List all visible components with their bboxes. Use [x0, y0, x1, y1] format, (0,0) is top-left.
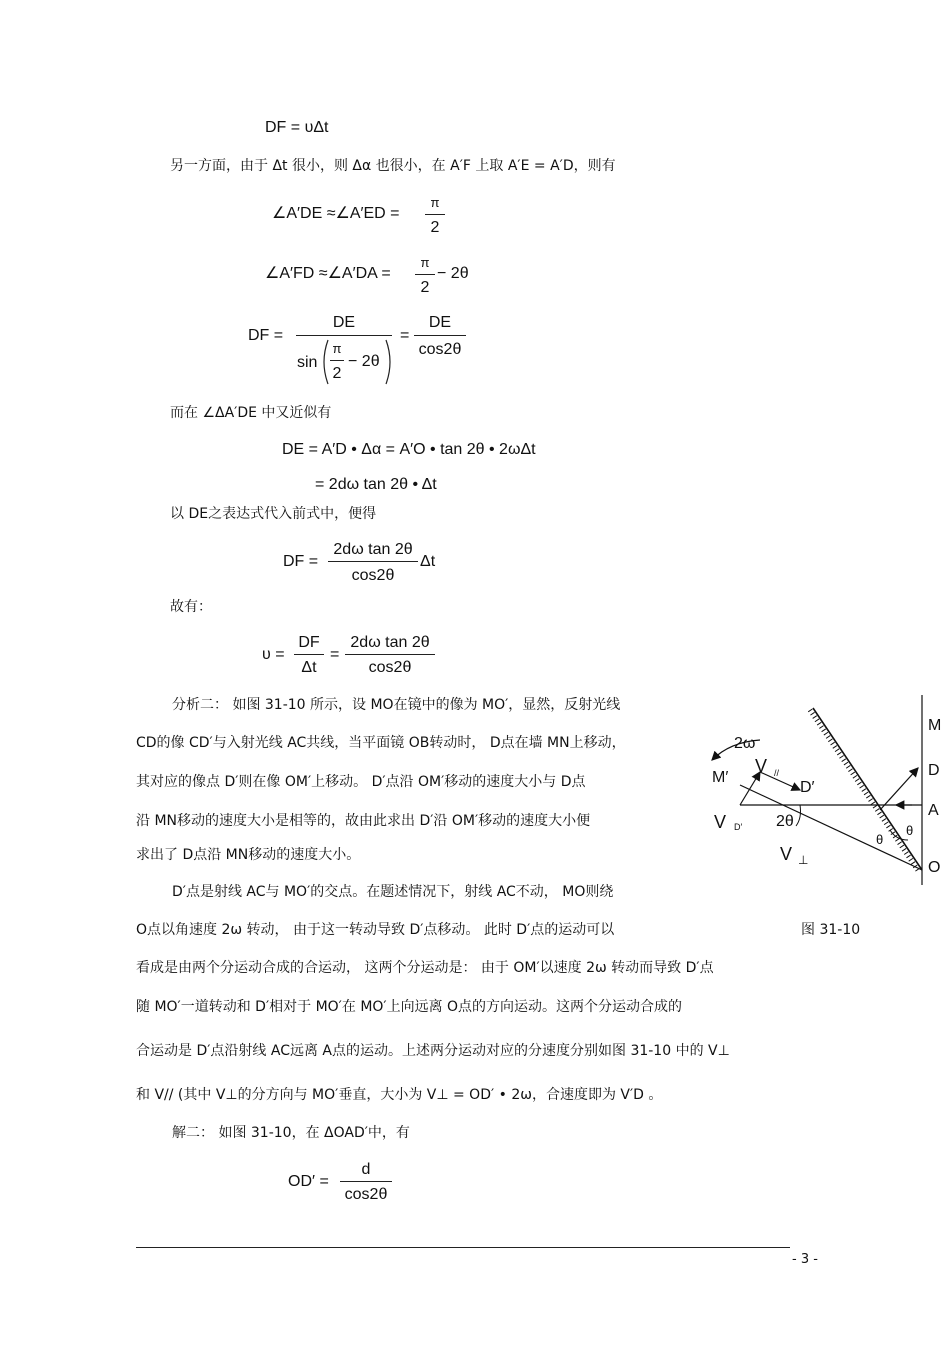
paragraph-line: 看成是由两个分运动合成的合运动， 这两个分运动是： 由于 OM′以速度 2ω 转动而导致 D′点 [136, 960, 714, 976]
label-theta-2: θ [906, 823, 914, 838]
eq-term: − 2θ [348, 353, 380, 370]
paragraph-line: 其对应的像点 D′则在像 OM′上移动。 D′点沿 OM′移动的速度大小与 D点 [136, 774, 586, 790]
label-2theta: 2θ [776, 813, 794, 830]
eq-angle-2: ∠A′FD ≈∠A′DA = [265, 265, 391, 282]
paragraph-line: O点以角速度 2ω 转动， 由于这一转动导致 D′点移动。 此时 D′点的运动可以 [136, 922, 615, 938]
mirror-line [813, 708, 922, 870]
text-line: 另一方面，由于 Δt 很小，则 Δα 也很小，在 A′F 上取 A′E = A′D，则有 [170, 158, 616, 174]
frac-num: π [430, 195, 440, 210]
paragraph-line: CD的像 CD′与入射光线 AC共线，当平面镜 OB转动时， D点在墙 MN上移动， [136, 735, 626, 751]
two-theta-arc [796, 805, 801, 826]
frac-bar [296, 335, 392, 336]
label-V-perp: V [780, 844, 793, 864]
footer-rule [136, 1247, 790, 1248]
reflected-ray [880, 768, 918, 810]
text-line: 故有： [170, 599, 212, 615]
sin-label: sin [297, 354, 318, 371]
eq-v: υ = [262, 646, 285, 663]
eq-term: − 2θ [437, 265, 469, 282]
frac-num: 2dω tan 2θ [333, 541, 413, 558]
frac-den: 2 [420, 279, 430, 296]
label-V-parallel-sub: // [774, 768, 780, 778]
label-2omega: 2ω [734, 735, 756, 752]
frac-bar [414, 335, 466, 336]
frac-den: 2 [430, 219, 440, 236]
eq-df-vdt: DF = υΔt [265, 119, 329, 136]
frac-bar [340, 1181, 392, 1182]
paragraph-line: 和 V// (其中 V⊥的分方向与 MO′垂直，大小为 V⊥ = OD′ • 2ω，合速度即为 V′D 。 [136, 1087, 663, 1103]
paragraph-line: 分析二： 如图 31-10 所示，设 MO在镜中的像为 MO′，显然，反射光线 [172, 697, 621, 713]
frac-bar [345, 654, 435, 655]
text-line: 而在 ∠ΔA′DE 中又近似有 [170, 405, 332, 421]
eq-de-2: = 2dω tan 2θ • Δt [315, 476, 437, 493]
frac-den: cos2θ [344, 1186, 388, 1203]
frac-num: d [361, 1161, 371, 1178]
frac-num: DF [298, 634, 320, 651]
label-theta-1: θ [876, 832, 884, 847]
frac-num: DE [428, 314, 452, 331]
eq-term: Δt [420, 553, 436, 570]
frac-den: cos2θ [351, 567, 395, 584]
frac-den: cos2θ [368, 659, 412, 676]
eq-sign: = [400, 327, 410, 344]
paragraph-line: D′点是射线 AC与 MO′的交点。在题述情况下，射线 AC不动， MO则绕 [172, 884, 614, 900]
label-V-parallel: V [755, 756, 768, 776]
label-V-D: V [714, 812, 727, 832]
paragraph-line: 求出了 D点沿 MN移动的速度大小。 [136, 847, 361, 863]
v-perp-vector [740, 772, 760, 805]
frac-num: DE [332, 314, 356, 331]
frac-den: cos2θ [418, 341, 462, 358]
eq-df: DF = [248, 327, 284, 344]
frac-bar [328, 561, 418, 562]
label-M: M [928, 717, 942, 734]
eq-od: OD′ = [288, 1173, 329, 1190]
frac-den: 2 [332, 365, 342, 382]
paragraph-line: 随 MO′一道转动和 D′相对于 MO′在 MO′上向远离 O点的方向运动。这两个分运动合成的 [136, 999, 683, 1015]
paragraph-line: 沿 MN移动的速度大小是相等的，故由此求出 D′沿 OM′移动的速度大小便 [136, 813, 591, 829]
paragraph-line: 解二： 如图 31-10，在 ΔOAD′中，有 [172, 1125, 410, 1141]
label-M-prime: M′ [712, 769, 729, 786]
label-V-perp-sub: ⊥ [798, 853, 809, 867]
frac-bar [425, 214, 445, 215]
image-line-om [740, 785, 922, 870]
eq-angle-1: ∠A′DE ≈∠A′ED = [272, 205, 400, 222]
page-number: - 3 - [792, 1252, 818, 1267]
mirror-hatch [810, 710, 919, 872]
figure-caption: 图 31-10 [801, 922, 861, 938]
label-V-D-sub: D′ [734, 822, 743, 832]
frac-bar [330, 360, 344, 361]
label-D-prime: D′ [800, 779, 815, 796]
frac-num: π [420, 255, 430, 270]
eq-df: DF = [283, 553, 319, 570]
eq-sign: = [330, 646, 340, 663]
eq-de: DE = A′D • Δα = A′O • tan 2θ • 2ωΔt [282, 441, 536, 458]
paragraph-line: 合运动是 D′点沿射线 AC远离 A点的运动。上述两分运动对应的分速度分别如图 31-10 中的 V⊥ [136, 1043, 730, 1059]
label-O: O [928, 859, 941, 876]
label-A: A [928, 802, 939, 819]
text-line: 以 DE之表达式代入前式中，便得 [170, 506, 377, 522]
frac-bar [294, 654, 324, 655]
frac-num: 2dω tan 2θ [350, 634, 430, 651]
label-D: D [928, 762, 940, 779]
figure-31-10 [700, 690, 950, 890]
frac-den: Δt [301, 659, 317, 676]
frac-num: π [332, 341, 342, 356]
frac-bar [415, 274, 435, 275]
